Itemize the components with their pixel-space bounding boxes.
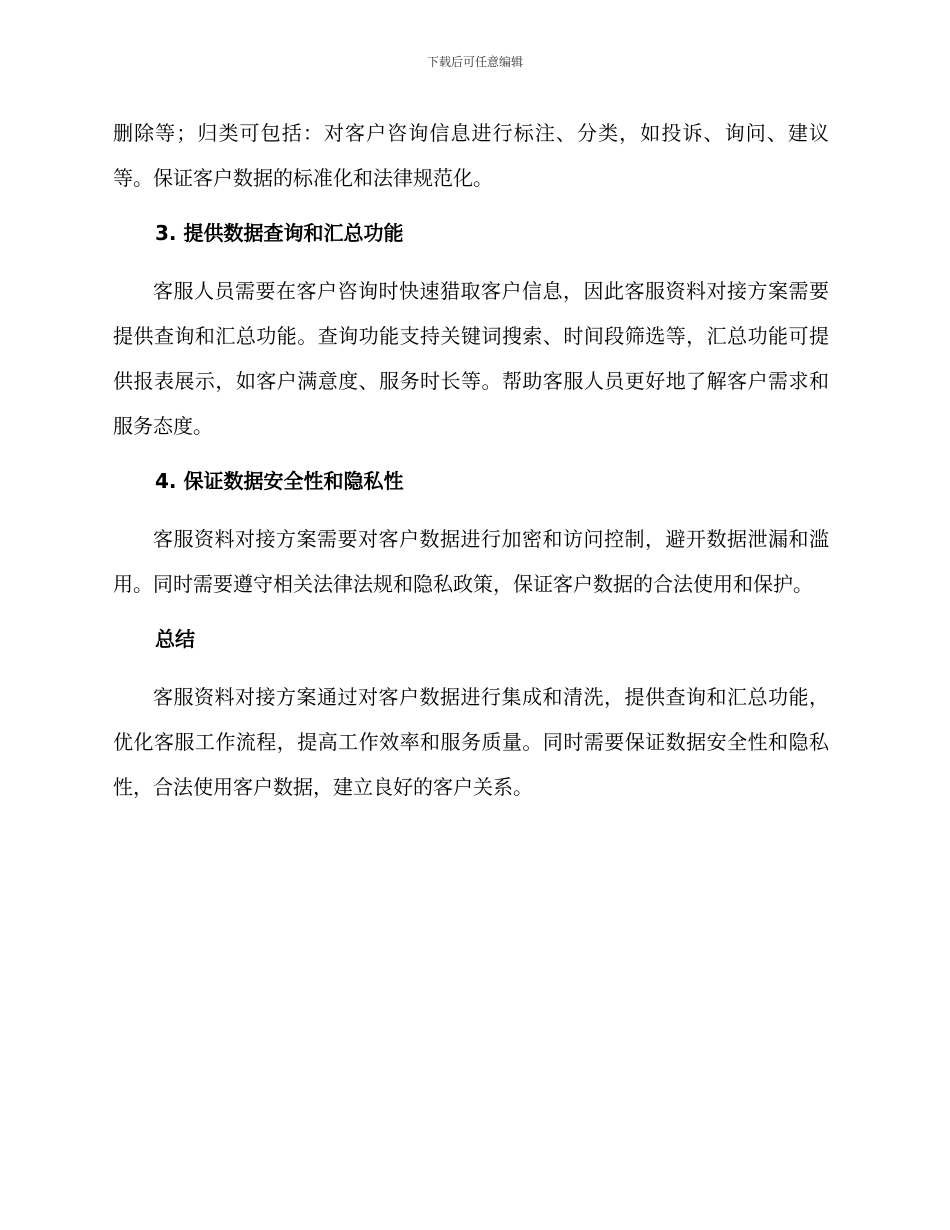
section-3-paragraph: 客服人员需要在客户咨询时快速猎取客户信息，因此客服资料对接方案需要提供查询和汇总功能。查询功能支持关键词搜索、时间段筛选等，汇总功能可提供报表展示，如客户满意度、服务时长等。帮助客服人员更好地了解客户需求和服务态度。	[113, 279, 829, 438]
document-body	[113, 111, 829, 810]
section-4-heading: 4. 保证数据安全性和隐私性	[155, 469, 404, 493]
page-header-note: 下载后可任意编辑	[426, 55, 523, 69]
summary-heading: 总结	[155, 627, 195, 651]
summary-paragraph: 客服资料对接方案通过对客户数据进行集成和清洗，提供查询和汇总功能，优化客服工作流程，提高工作效率和服务质量。同时需要保证数据安全性和隐私性，合法使用客户数据，建立良好的客户关系。	[113, 685, 829, 799]
section-3-heading: 3. 提供数据查询和汇总功能	[155, 221, 404, 245]
section-4-paragraph: 客服资料对接方案需要对客户数据进行加密和访问控制，避开数据泄漏和滥用。同时需要遵守相关法律法规和隐私政策，保证客户数据的合法使用和保护。	[113, 527, 829, 596]
intro-continuation-paragraph: 删除等；归类可包括：对客户咨询信息进行标注、分类，如投诉、询问、建议等。保证客户数据的标准化和法律规范化。	[113, 121, 829, 190]
